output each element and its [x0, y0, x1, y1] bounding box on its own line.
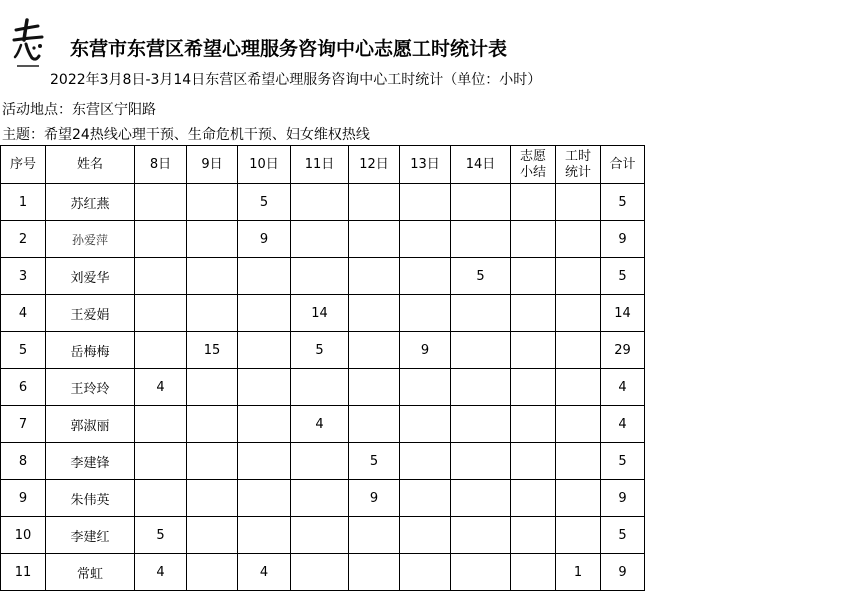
cell-day-11: [291, 369, 349, 406]
cell-day-11: [291, 480, 349, 517]
cell-hours: [556, 443, 601, 480]
cell-summary: [511, 332, 556, 369]
cell-index: 1: [1, 184, 46, 221]
cell-total: 14: [601, 295, 645, 332]
cell-total: 9: [601, 480, 645, 517]
cell-total: 29: [601, 332, 645, 369]
cell-total: 5: [601, 258, 645, 295]
cell-day-8: [135, 406, 187, 443]
table-row: [1, 221, 645, 258]
cell-day-8: [135, 221, 187, 258]
column-header-index: 序号: [1, 146, 46, 184]
cell-day-12: [349, 221, 400, 258]
cell-name: 郭淑丽: [46, 406, 135, 443]
cell-day-12: [349, 184, 400, 221]
cell-summary: [511, 443, 556, 480]
cell-day-10: [238, 369, 291, 406]
cell-day-12: [349, 554, 400, 591]
cell-day-8: [135, 443, 187, 480]
cell-total: 4: [601, 406, 645, 443]
cell-name: 李建锋: [46, 443, 135, 480]
table-header-row: [1, 146, 645, 184]
cell-day-9: [187, 369, 238, 406]
cell-hours: [556, 258, 601, 295]
cell-day-14: [451, 406, 511, 443]
cell-day-10: [238, 295, 291, 332]
cell-hours: 1: [556, 554, 601, 591]
cell-day-9: [187, 517, 238, 554]
cell-summary: [511, 480, 556, 517]
table-row: [1, 480, 645, 517]
cell-day-12: [349, 369, 400, 406]
column-header-day-13: 13日: [400, 146, 451, 184]
cell-hours: [556, 517, 601, 554]
cell-day-13: [400, 443, 451, 480]
cell-day-12: 5: [349, 443, 400, 480]
cell-hours: [556, 221, 601, 258]
column-header-day-14: 14日: [451, 146, 511, 184]
cell-day-13: [400, 554, 451, 591]
cell-total: 5: [601, 184, 645, 221]
cell-summary: [511, 406, 556, 443]
cell-name: 刘爱华: [46, 258, 135, 295]
cell-day-9: 15: [187, 332, 238, 369]
cell-index: 11: [1, 554, 46, 591]
cell-day-12: [349, 332, 400, 369]
column-header-total: 合计: [601, 146, 645, 184]
cell-hours: [556, 406, 601, 443]
table-row: [1, 369, 645, 406]
cell-day-9: [187, 554, 238, 591]
cell-index: 9: [1, 480, 46, 517]
cell-day-8: [135, 184, 187, 221]
cell-day-9: [187, 221, 238, 258]
cell-day-14: [451, 443, 511, 480]
cell-day-11: 5: [291, 332, 349, 369]
cell-day-12: 9: [349, 480, 400, 517]
cell-summary: [511, 184, 556, 221]
cell-name: 王爱娟: [46, 295, 135, 332]
cell-day-11: [291, 258, 349, 295]
cell-summary: [511, 369, 556, 406]
cell-name: 苏红燕: [46, 184, 135, 221]
activity-location: 活动地点：东营区宁阳路: [2, 102, 156, 118]
table-row: [1, 554, 645, 591]
cell-day-12: [349, 406, 400, 443]
cell-summary: [511, 258, 556, 295]
table-row: [1, 184, 645, 221]
cell-summary: [511, 554, 556, 591]
cell-day-11: [291, 184, 349, 221]
cell-hours: [556, 480, 601, 517]
cell-day-14: [451, 554, 511, 591]
column-header-day-10: 10日: [238, 146, 291, 184]
table-row: [1, 406, 645, 443]
cell-day-13: 9: [400, 332, 451, 369]
cell-day-13: [400, 480, 451, 517]
volunteer-hours-table: [0, 145, 645, 591]
table-row: [1, 517, 645, 554]
cell-day-14: 5: [451, 258, 511, 295]
cell-day-8: [135, 258, 187, 295]
cell-day-11: 4: [291, 406, 349, 443]
cell-day-14: [451, 480, 511, 517]
cell-day-13: [400, 258, 451, 295]
cell-day-9: [187, 443, 238, 480]
cell-day-8: [135, 480, 187, 517]
activity-topic: 主题：希望24热线心理干预、生命危机干预、妇女维权热线: [2, 127, 370, 143]
cell-day-13: [400, 295, 451, 332]
cell-day-13: [400, 221, 451, 258]
cell-name: 岳梅梅: [46, 332, 135, 369]
cell-summary: [511, 517, 556, 554]
cell-day-9: [187, 258, 238, 295]
column-header-day-8: 8日: [135, 146, 187, 184]
cell-day-8: [135, 295, 187, 332]
cell-name: 李建红: [46, 517, 135, 554]
cell-day-14: [451, 221, 511, 258]
cell-day-12: [349, 258, 400, 295]
cell-day-10: [238, 517, 291, 554]
cell-day-10: [238, 443, 291, 480]
cell-name: 朱伟英: [46, 480, 135, 517]
table-row: [1, 258, 645, 295]
cell-day-13: [400, 517, 451, 554]
cell-day-11: [291, 517, 349, 554]
table-row: [1, 443, 645, 480]
cell-day-10: [238, 258, 291, 295]
column-header-hours: 工时 统计: [556, 146, 601, 184]
cell-hours: [556, 295, 601, 332]
cell-index: 8: [1, 443, 46, 480]
cell-day-13: [400, 369, 451, 406]
cell-index: 4: [1, 295, 46, 332]
cell-day-8: 4: [135, 369, 187, 406]
volunteer-logo-icon: [8, 18, 48, 72]
cell-day-14: [451, 332, 511, 369]
cell-day-10: 4: [238, 554, 291, 591]
cell-day-11: [291, 443, 349, 480]
cell-name: 王玲玲: [46, 369, 135, 406]
column-header-summary: 志愿 小结: [511, 146, 556, 184]
cell-index: 6: [1, 369, 46, 406]
column-header-name: 姓名: [46, 146, 135, 184]
cell-index: 2: [1, 221, 46, 258]
cell-summary: [511, 295, 556, 332]
cell-day-14: [451, 517, 511, 554]
cell-total: 9: [601, 554, 645, 591]
cell-hours: [556, 332, 601, 369]
cell-index: 10: [1, 517, 46, 554]
cell-name: 孙爱萍: [46, 221, 135, 258]
column-header-day-11: 11日: [291, 146, 349, 184]
cell-day-10: [238, 406, 291, 443]
cell-day-13: [400, 406, 451, 443]
cell-day-12: [349, 517, 400, 554]
cell-day-11: [291, 221, 349, 258]
column-header-day-12: 12日: [349, 146, 400, 184]
cell-day-10: [238, 332, 291, 369]
cell-day-11: [291, 554, 349, 591]
cell-day-14: [451, 184, 511, 221]
cell-summary: [511, 221, 556, 258]
cell-day-8: [135, 332, 187, 369]
cell-day-14: [451, 369, 511, 406]
cell-total: 5: [601, 517, 645, 554]
cell-day-10: [238, 480, 291, 517]
page-subtitle: 2022年3月8日-3月14日东营区希望心理服务咨询中心工时统计（单位：小时）: [50, 72, 542, 88]
table-row: [1, 332, 645, 369]
cell-hours: [556, 369, 601, 406]
cell-index: 7: [1, 406, 46, 443]
cell-day-9: [187, 480, 238, 517]
page-title: 东营市东营区希望心理服务咨询中心志愿工时统计表: [70, 38, 508, 60]
cell-day-12: [349, 295, 400, 332]
cell-day-11: 14: [291, 295, 349, 332]
cell-day-9: [187, 295, 238, 332]
column-header-day-9: 9日: [187, 146, 238, 184]
cell-total: 9: [601, 221, 645, 258]
cell-day-9: [187, 184, 238, 221]
cell-day-13: [400, 184, 451, 221]
cell-day-10: 5: [238, 184, 291, 221]
cell-total: 5: [601, 443, 645, 480]
cell-index: 5: [1, 332, 46, 369]
cell-total: 4: [601, 369, 645, 406]
cell-day-10: 9: [238, 221, 291, 258]
cell-day-8: 4: [135, 554, 187, 591]
cell-index: 3: [1, 258, 46, 295]
cell-hours: [556, 184, 601, 221]
table-row: [1, 295, 645, 332]
cell-day-8: 5: [135, 517, 187, 554]
cell-name: 常虹: [46, 554, 135, 591]
cell-day-9: [187, 406, 238, 443]
cell-day-14: [451, 295, 511, 332]
